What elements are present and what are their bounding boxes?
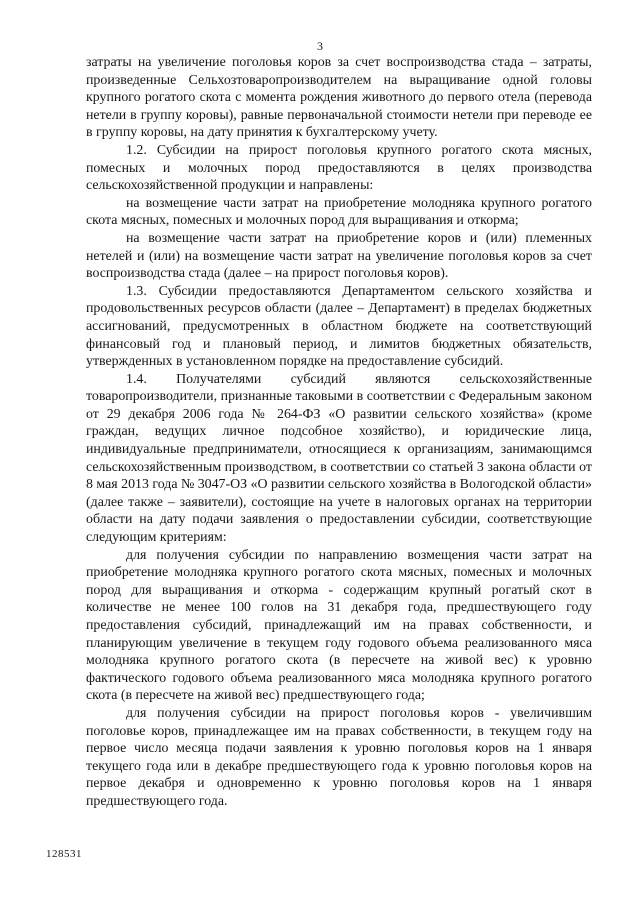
document-code: 128531 (46, 848, 82, 860)
paragraph: 1.2. Субсидии на прирост поголовья крупного рогатого скота мясных, помесных и молочных пород предоставляются в целях производства сельскохозяйственной продукции и направлены: (86, 142, 592, 194)
paragraph: для получения субсидии на прирост поголовья коров - увеличившим поголовье коров, принадлежащее им на правах собственности, в текущем году на первое число месяца подачи заявления к уровню поголовья коров на 1 января текущего года или в декабре предшествующего года к уровню поголовья коров на первое декабря и одновременно к уровню поголовья коров на 1 января предшествующего года. (86, 705, 592, 809)
paragraph: на возмещение части затрат на приобретение молодняка крупного рогатого скота мясных, помесных и молочных пород для выращивания и откорма; (86, 195, 592, 229)
paragraph: 1.4. Получателями субсидий являются сельскохозяйственные товаропроизводители, признанные таковыми в соответствии с Федеральным законом от 29 декабря 2006 года № 264-ФЗ «О развитии сельского хозяйства» (кроме граждан, ведущих личное подсобное хозяйство), и юридические лица, индивидуальные предприниматели, относящиеся к организациям, занимающимся сельскохозяйственным производством, в соответствии со статьей 3 закона области от 8 мая 2013 года № 3047-ОЗ «О развитии сельского хозяйства в Вологодской области» (далее также – заявители), состоящие на учете в налоговых органах на территории области на дату подачи заявления о предоставлении субсидии, соответствующие следующим критериям: (86, 371, 592, 546)
paragraph: на возмещение части затрат на приобретение коров и (или) племенных нетелей и (или) на возмещение части затрат на увеличение поголовья коров за счет воспроизводства стада (далее – на прирост поголовья коров). (86, 230, 592, 282)
document-body (86, 54, 592, 811)
paragraph: 1.3. Субсидии предоставляются Департаментом сельского хозяйства и продовольственных ресурсов области (далее – Департамент) в пределах бюджетных ассигнований, предусмотренных в областном бюджете на соответствующий финансовый год и плановый период, и лимитов бюджетных обязательств, утвержденных в установленном порядке на предоставление субсидий. (86, 283, 592, 370)
page-number: 3 (317, 39, 323, 53)
paragraph: затраты на увеличение поголовья коров за счет воспроизводства стада – затраты, произведенные Сельхозтоваропроизводителем на выращивание одной головы крупного рогатого скота с момента рождения животного до первого отела (перевода нетели в группу коровы), равные первоначальной стоимости нетели при переводе ее в группу коровы, на дату принятия к бухгалтерскому учету. (86, 55, 592, 141)
paragraph: для получения субсидии по направлению возмещения части затрат на приобретение молодняка крупного рогатого скота мясных, помесных и молочных пород для выращивания и откорма - содержащим крупный рогатый скот в количестве не менее 100 голов на 31 декабря года, предшествующего году предоставления субсидий, принадлежащий им на правах собственности, и планирующим увеличение в текущем году годового объема реализованного мяса молодняка крупного рогатого скота (в пересчете на живой вес) к уровню фактического годового объема реализованного мяса молодняка крупного рогатого скота (в пересчете на живой вес) предшествующего года; (86, 547, 592, 704)
